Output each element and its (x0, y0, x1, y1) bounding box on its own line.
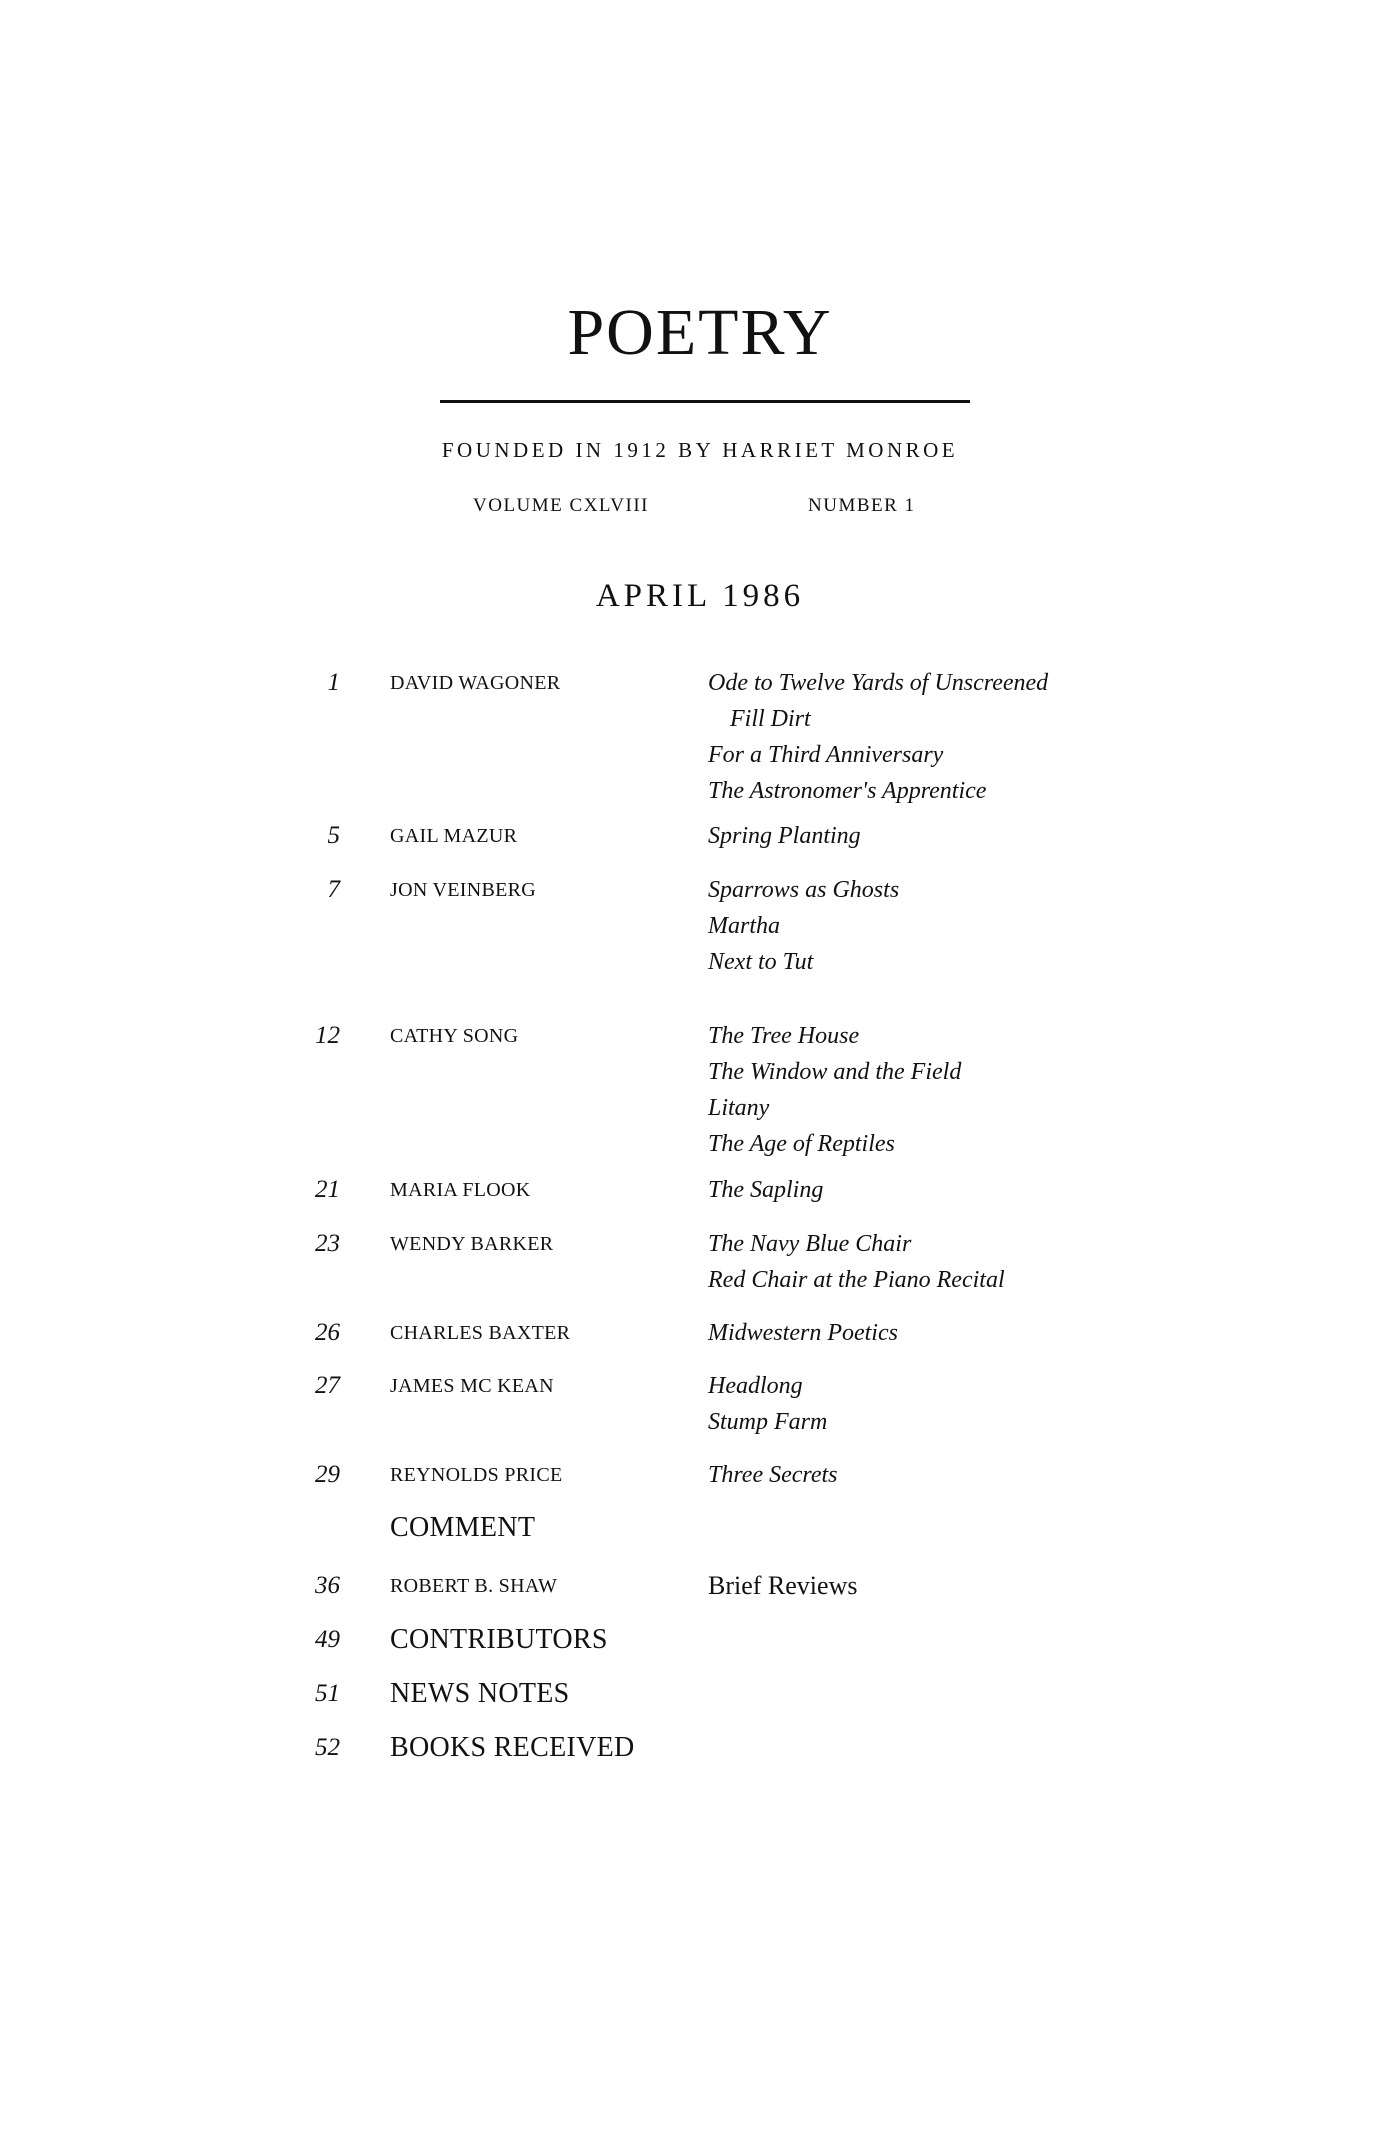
toc-work-title: Three Secrets (708, 1462, 838, 1488)
toc-work-title: The Age of Reptiles (708, 1131, 895, 1157)
toc-author: CHARLES BAXTER (390, 1322, 571, 1344)
toc-works (708, 1315, 898, 1351)
toc-work-title: For a Third Anniversary (708, 742, 944, 768)
toc-work-title: Ode to Twelve Yards of Unscreened (708, 670, 1049, 696)
toc-section-heading: BOOKS RECEIVED (390, 1732, 635, 1763)
toc-work-title: The Window and the Field (708, 1059, 962, 1085)
toc-works (708, 1368, 827, 1440)
toc-work-title: Brief Reviews (708, 1571, 858, 1600)
journal-title: POETRY (567, 296, 833, 369)
toc-page-number: 21 (315, 1176, 340, 1203)
toc-section-heading: NEWS NOTES (390, 1678, 570, 1709)
toc-author: CATHY SONG (390, 1025, 519, 1047)
toc-page-number: 23 (315, 1230, 340, 1257)
toc-work-title: Midwestern Poetics (708, 1320, 898, 1346)
toc-page-number: 49 (315, 1626, 340, 1653)
toc-work-title: Sparrows as Ghosts (708, 877, 900, 903)
toc-works (708, 1457, 838, 1493)
toc-author: ROBERT B. SHAW (390, 1575, 558, 1597)
toc-author: DAVID WAGONER (390, 672, 561, 694)
founded-line: FOUNDED IN 1912 BY HARRIET MONROE (441, 438, 959, 462)
toc-work-title: The Astronomer's Apprentice (708, 778, 987, 804)
toc-section-heading: COMMENT (390, 1512, 536, 1543)
toc-work-title: Headlong (708, 1373, 803, 1399)
toc-page-number: 7 (327, 876, 340, 903)
issue-date: APRIL 1986 (595, 578, 805, 614)
toc-works (708, 665, 1048, 809)
toc-work-title: Spring Planting (708, 823, 861, 849)
toc-page-number: 12 (315, 1022, 340, 1049)
toc-page-number: 1 (327, 669, 340, 696)
volume-label: VOLUME CXLVIII (473, 495, 649, 516)
toc-page-number: 5 (327, 822, 340, 849)
toc-work-title: Fill Dirt (730, 706, 811, 732)
toc-work-title: Next to Tut (708, 949, 814, 975)
toc-author: REYNOLDS PRICE (390, 1464, 563, 1486)
toc-author: JAMES MC KEAN (390, 1375, 554, 1397)
toc-work-title: The Sapling (708, 1177, 824, 1203)
toc-author: JON VEINBERG (390, 879, 537, 901)
toc-section-heading: CONTRIBUTORS (390, 1624, 608, 1655)
toc-works (708, 1226, 1005, 1298)
toc-work-title: Stump Farm (708, 1409, 828, 1435)
issue-number: NUMBER 1 (808, 495, 916, 516)
toc-author: WENDY BARKER (390, 1233, 554, 1255)
toc-page-number: 29 (315, 1461, 340, 1488)
toc-page-number: 26 (315, 1319, 340, 1346)
toc-work-title: Martha (708, 913, 780, 939)
toc-page-number: 27 (315, 1372, 340, 1399)
toc-page-number: 36 (315, 1572, 340, 1599)
toc-page-number: 52 (315, 1734, 340, 1761)
title-rule (440, 400, 970, 403)
toc-works (708, 1018, 961, 1162)
toc-author: MARIA FLOOK (390, 1179, 531, 1201)
toc-works (708, 1568, 857, 1604)
toc-work-title: The Navy Blue Chair (708, 1231, 912, 1257)
toc-author: GAIL MAZUR (390, 825, 518, 847)
toc-works (708, 872, 899, 980)
toc-work-title: Litany (708, 1095, 770, 1121)
toc-page-number: 51 (315, 1680, 340, 1707)
toc-works (708, 818, 861, 854)
toc-works (708, 1172, 823, 1208)
toc-work-title: Red Chair at the Piano Recital (708, 1267, 1005, 1293)
toc-work-title: The Tree House (708, 1023, 860, 1049)
